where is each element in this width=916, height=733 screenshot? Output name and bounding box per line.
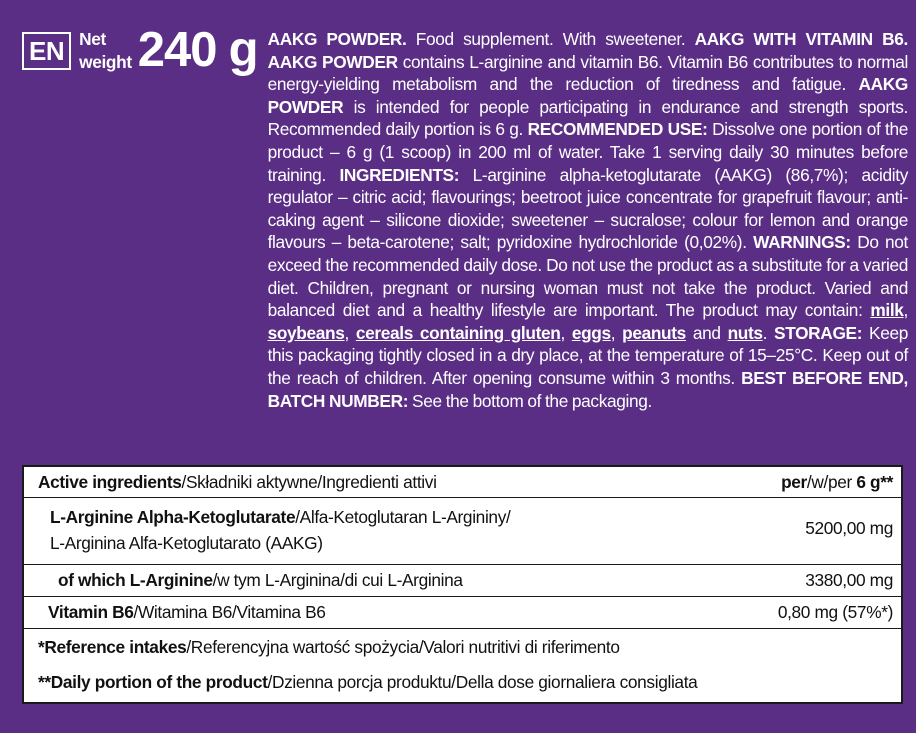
header-label-bold: Active ingredients: [38, 472, 182, 492]
footnote1-bold: *Reference intakes: [38, 637, 187, 657]
allergen-peanuts: peanuts: [622, 322, 686, 343]
ingredient-name-rest: /w tym L-Arginina/di cui L-Arginina: [212, 570, 463, 590]
product-title: AAKG POWDER.: [267, 29, 407, 49]
allergen-eggs: eggs: [571, 322, 611, 343]
footnote-daily-portion: [38, 672, 697, 693]
net-weight-label: [79, 28, 132, 73]
product-title-2: AAKG WITH VITAMIN B6. AAKG POWDER: [267, 29, 908, 72]
ingredients-text: L-arginine alpha-ketoglutarate (AAKG) (86,7%); acidity regulator – citric acid; flavourings; beetroot juice concentrate for grapefruit flavour; anti-caking agent – silicone dioxide; sweetener – sucralose; colour for lemon and orange flavours – beta-carotene; salt; pyridoxine hydrochloride (0,02%).: [267, 164, 908, 253]
separator: .: [762, 322, 775, 343]
table-header-row: [24, 467, 901, 498]
warnings-label: WARNINGS:: [753, 232, 851, 253]
warnings-text: Do not exceed the recommended daily dose. Do not use the product as a substitute for a varied diet. Children, pregnant or nursing woman must not take the product. Varied and balanced diet and a healthy lifestyle are important. The product may contain:: [267, 232, 908, 321]
header-portion: 6 g**: [856, 472, 893, 492]
separator: ,: [560, 322, 572, 343]
ingredient-name-rest: /Alfa-Ketoglutaran L-Argininy/: [295, 507, 511, 527]
allergen-nuts: nuts: [727, 322, 763, 343]
footnote2-rest: /Dzienna porcja produktu/Della dose giornaliera consigliata: [267, 672, 698, 692]
header-per: per: [781, 472, 807, 492]
table-row: [24, 565, 901, 597]
best-before-text: See the bottom of the packaging.: [408, 390, 652, 411]
ingredient-amount: 0,80 mg (57%*): [777, 602, 893, 622]
footnote1-rest: /Referencyjna wartość spożycia/Valori nutritivi di riferimento: [186, 637, 620, 657]
intro-text: [268, 28, 908, 412]
product-title-3: AAKG POWDER: [267, 74, 908, 117]
net-label-line2: weight: [79, 51, 132, 72]
recommended-use-text: Dissolve one portion of the product – 6 g (1 scoop) in 200 ml of water. Take 1 serving daily 30 minutes before training.: [267, 119, 909, 185]
best-before-label: BEST BEFORE END, BATCH NUMBER:: [267, 367, 909, 411]
allergen-soybeans: soybeans: [267, 322, 345, 343]
allergen-cereals: cereals containing gluten: [355, 322, 561, 343]
product-description: [22, 23, 909, 412]
storage-label: STORAGE:: [774, 322, 863, 343]
table-row: [24, 498, 901, 565]
allergen-milk: milk: [870, 300, 904, 321]
separator: ,: [344, 322, 356, 343]
language-badge: EN: [22, 32, 71, 70]
ingredient-amount: 5200,00 mg: [805, 518, 893, 538]
net-weight-value: 240 g: [137, 23, 258, 77]
ingredient-name-rest: /Witamina B6/Vitamina B6: [133, 602, 326, 622]
table-header-portion: [781, 472, 893, 493]
ingredient-name-bold: L-Arginine Alpha-Ketoglutarate: [50, 507, 296, 527]
net-label-line1: Net: [79, 29, 106, 49]
contains-text: contains L-arginine and vitamin B6. Vitamin B6 contributes to normal energy-yielding metabolism and the reduction of tiredness and fatigue.: [267, 51, 908, 95]
ingredients-label: INGREDIENTS:: [339, 164, 460, 185]
header-label-rest: /Składniki aktywne/Ingredienti attivi: [181, 472, 437, 492]
ingredient-name-line2: L-Arginina Alfa-Ketoglutarato (AAKG): [50, 533, 323, 553]
header-per-rest: /w/per: [806, 472, 857, 492]
header-block: [22, 23, 909, 412]
footnote2-bold: **Daily portion of the product: [38, 672, 268, 692]
storage-text: Keep this packaging tightly closed in a dry place, at the temperature of 15–25°C. Keep out of the reach of children. After opening consume within 3 months.: [267, 322, 909, 388]
table-row: [24, 597, 901, 629]
ingredient-amount: 3380,00 mg: [805, 570, 893, 590]
intended-text: is intended for people participating in endurance and strength sports. Recommended daily portion is 6 g.: [267, 96, 908, 140]
ingredient-name-bold: Vitamin B6: [48, 602, 134, 622]
table-header-label: [38, 472, 437, 493]
ingredient-name-bold: of which L-Arginine: [58, 570, 213, 590]
separator: ,: [610, 322, 623, 343]
footnote-reference-intakes: [38, 637, 620, 658]
separator: and: [685, 322, 728, 343]
intro-sentence: Food supplement. With sweetener.: [406, 29, 695, 49]
ingredient-name: [50, 504, 510, 556]
separator: ,: [903, 300, 908, 321]
recommended-use-label: RECOMMENDED USE:: [527, 119, 708, 140]
active-ingredients-table: [22, 465, 903, 704]
ingredient-name: [48, 602, 326, 623]
ingredient-name: [58, 570, 463, 591]
